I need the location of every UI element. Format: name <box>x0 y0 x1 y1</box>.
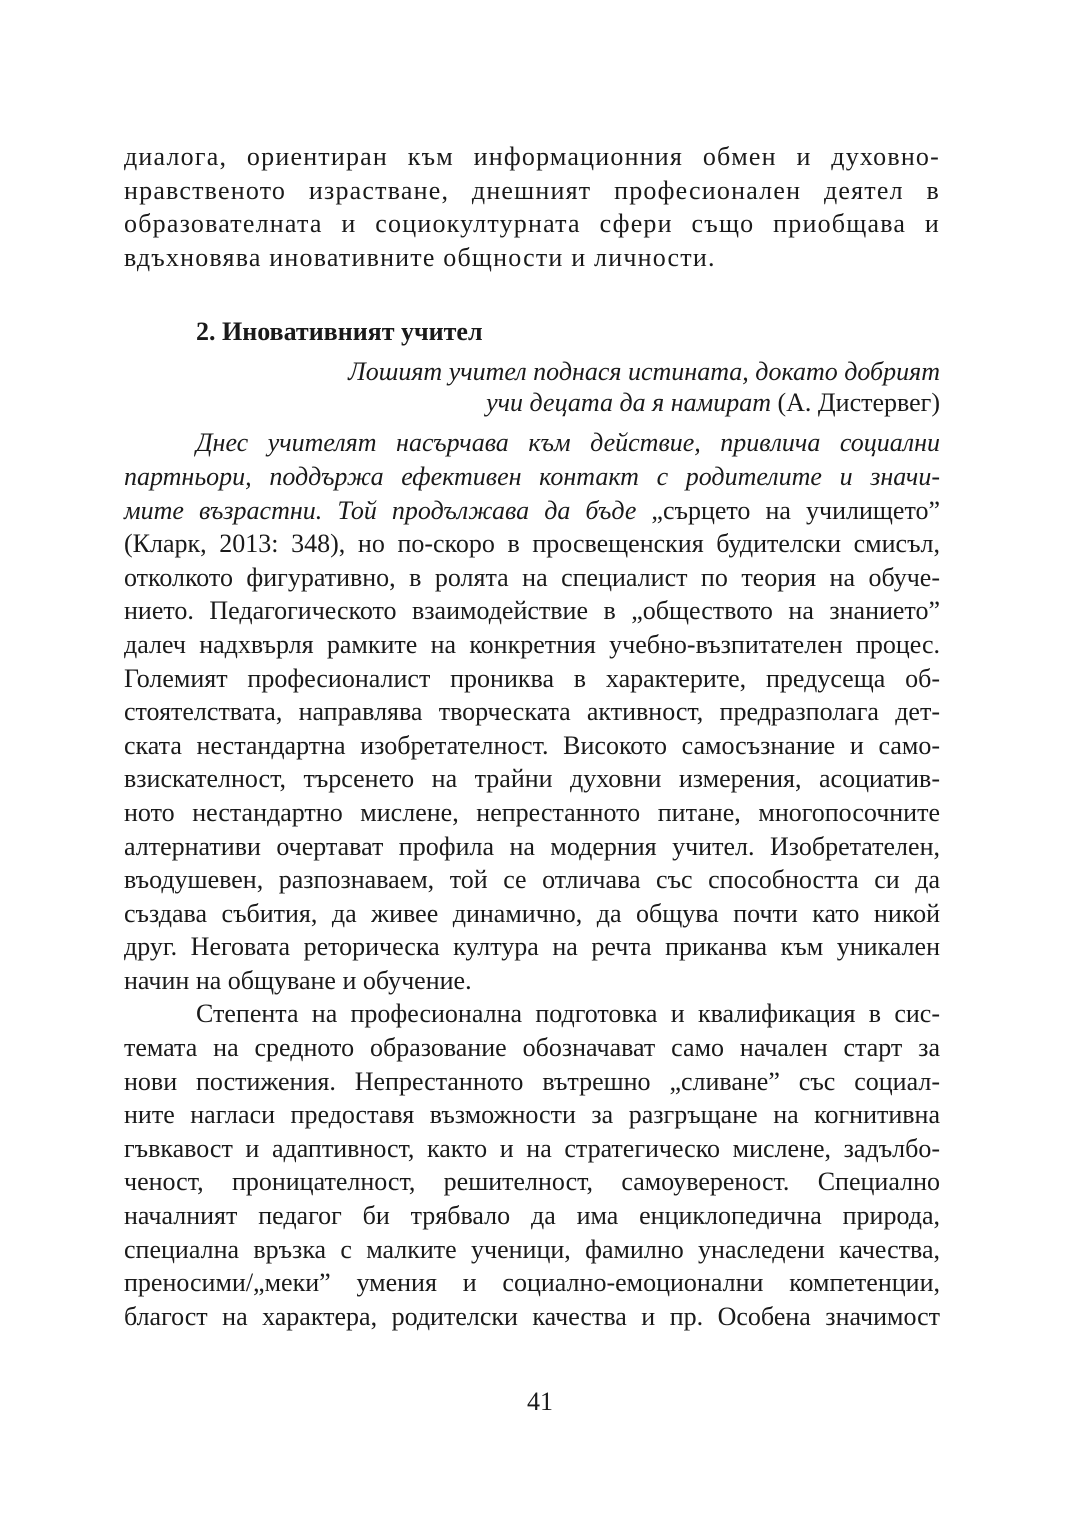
text-line <box>124 494 940 528</box>
text-line: далеч надхвърля рамките на конкретния учебно-възпитателен процес. <box>124 629 940 659</box>
text-line: темата на средното образование обозначават само начален старт за <box>124 1033 940 1063</box>
page-body <box>124 140 940 1333</box>
intro-paragraph <box>124 140 940 274</box>
epigraph-line: Лошият учител поднася истината, докато добрият <box>348 357 940 387</box>
paragraph-2 <box>124 997 940 1333</box>
text-italic-run: мите възрастни. Той продължава да бъде <box>124 495 637 525</box>
text-line: стоятелствата, направлява творческата активност, предразполага дет- <box>124 697 940 727</box>
text-line: нравственото израстване, днешният професионален деятел в <box>124 175 940 205</box>
text-line: гъвкавост и адаптивност, както и на стратегическо мислене, задълбо- <box>124 1133 940 1163</box>
text-line: създава събития, да живее динамично, да общува почти като никой <box>124 898 940 928</box>
text-run: „сърцето на училището” <box>636 495 941 525</box>
epigraph-author: (А. Дистервег) <box>770 388 940 418</box>
text-line: взискателност, търсенето на трайни духовни измерения, асоциатив- <box>124 764 940 794</box>
text-line: друг. Неговата реторическа култура на речта приканва към уникален <box>124 932 940 962</box>
text-line: начин на общуване и обучение. <box>124 965 472 995</box>
text-line: благост на характера, родителски качества и пр. Особена значимост <box>124 1301 940 1331</box>
epigraph <box>124 356 940 418</box>
text-line: специална връзка с малките ученици, фамилно унаследени качества, <box>124 1234 940 1264</box>
text-line: (Кларк, 2013: 348), но по-скоро в просвещенския будителски смисъл, <box>124 529 940 559</box>
text-line: партньори, поддържа ефективен контакт с родителите и значи- <box>124 461 940 491</box>
text-line: алтернативи очертават профила на модерния учител. Изобретателен, <box>124 831 940 861</box>
paragraph-1 <box>124 426 940 997</box>
epigraph-quote-end: учи децата да я намират <box>486 388 771 418</box>
text-line: началният педагог би трябвало да има енциклопедична природа, <box>124 1201 940 1231</box>
text-line: образователната и социокултурната сфери също приобщава и <box>124 209 940 239</box>
text-line: Големият професионалист прониква в характерите, предусеща об- <box>124 663 940 693</box>
text-line: вдъхновява иновативните общности и личности. <box>124 242 716 272</box>
text-line: нието. Педагогическото взаимодействие в „обществото на знанието” <box>124 596 940 626</box>
text-line: Днес учителят насърчава към действие, привлича социални <box>196 428 940 458</box>
text-line: въодушевен, разпознаваем, той се отличава със способността си да <box>124 865 940 895</box>
text-line: преносими/„меки” умения и социално-емоционални компетенции, <box>124 1268 940 1298</box>
text-line: отколкото фигуративно, в ролята на специалист по теория на обуче- <box>124 562 940 592</box>
text-line: нови постижения. Непрестанното вътрешно „сливане” със социал- <box>124 1066 940 1096</box>
text-line: ченост, проницателност, решителност, самоувереност. Специално <box>124 1167 940 1197</box>
section-heading: 2. Иновативният учител <box>196 317 483 347</box>
text-line: ното нестандартно мислене, непрестанното питане, многопосочните <box>124 797 940 827</box>
text-line: ската нестандартна изобретателност. Високото самосъзнание и само- <box>124 730 940 760</box>
text-line: ните нагласи предоставя възможности за разгръщане на когнитивна <box>124 1100 940 1130</box>
epigraph-line <box>124 387 940 418</box>
page-number: 41 <box>527 1387 553 1416</box>
text-line: диалога, ориентиран към информационния обмен и духовно- <box>124 142 940 171</box>
text-line: Степента на професионална подготовка и квалификация в сис- <box>196 999 940 1029</box>
